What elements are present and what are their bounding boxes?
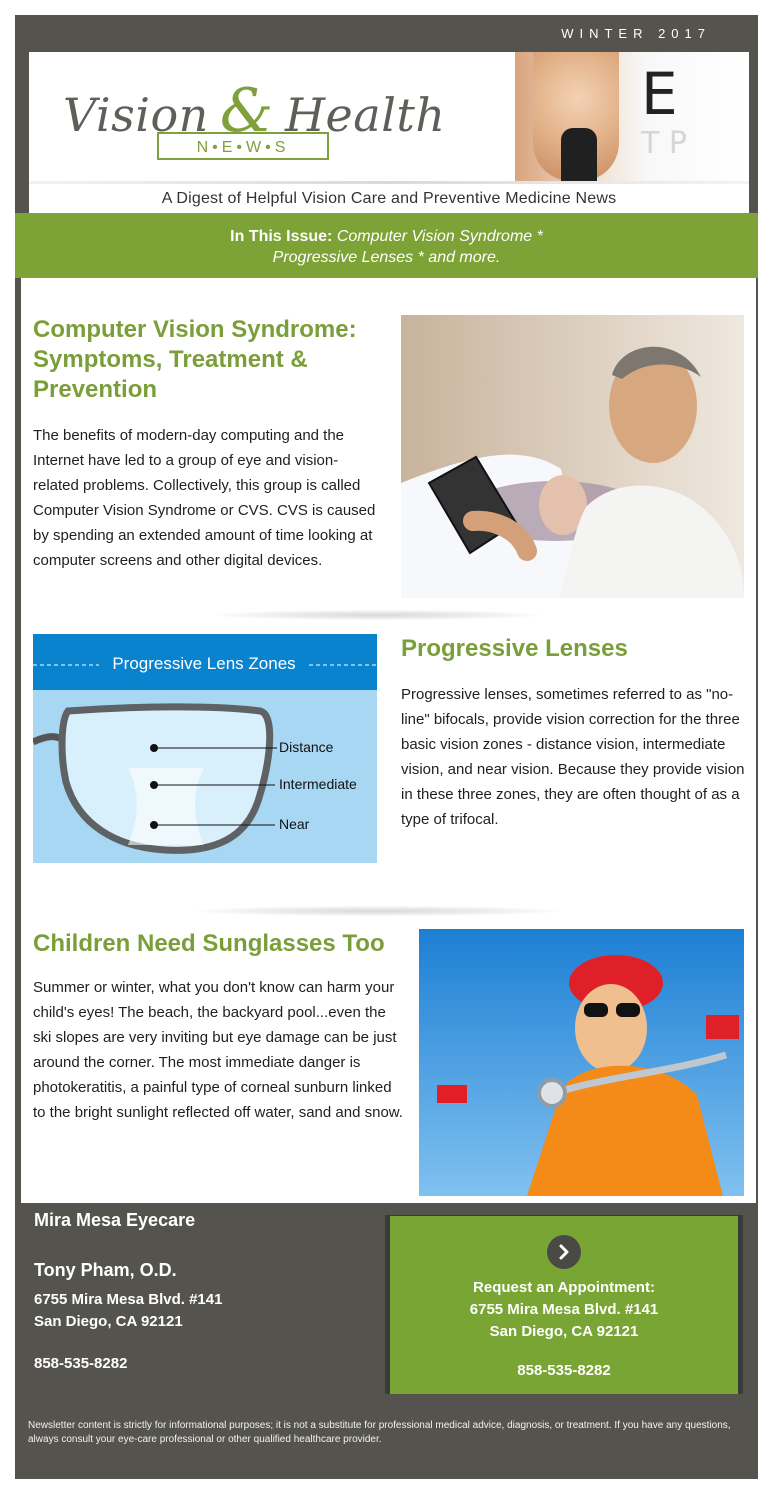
masthead-divider xyxy=(29,181,749,184)
lens-zones-diagram xyxy=(33,634,377,863)
appointment-address-2: San Diego, CA 92121 xyxy=(489,1323,639,1340)
lens-diagram-title: Progressive Lens Zones xyxy=(112,654,296,673)
logo-ampersand: & xyxy=(219,76,274,146)
lens-label-intermediate: Intermediate xyxy=(279,776,357,792)
man-reading-tablet-photo[interactable] xyxy=(401,315,744,598)
medical-disclaimer: Newsletter content is strictly for informational purposes; it is not a substitute for professional medical advice, diagnosis, or treatment. If you have any questions, always consult your eye-care professional or other qualified healthcare provider. xyxy=(28,1420,731,1445)
eye-exam-device-icon xyxy=(561,128,597,181)
request-appointment-card[interactable] xyxy=(385,1215,743,1394)
eye-chart-letters: T P xyxy=(641,126,687,161)
banner-line-2: Progressive Lenses * and more. xyxy=(272,249,501,266)
tagline: A Digest of Helpful Vision Care and Preventive Medicine News xyxy=(161,190,617,207)
practice-phone[interactable]: 858-535-8282 xyxy=(34,1355,128,1372)
lens-label-near: Near xyxy=(279,816,310,832)
article-body-progressive: Progressive lenses, sometimes referred to as "no-line" bifocals, provide vision correction for the three basic vision zones - distance vision, intermediate vision, and near vision. Because they provide vision in these three zones, they are often thought of as a type of trifocal. xyxy=(401,686,745,828)
appointment-details xyxy=(390,1277,738,1343)
article-title-sunglasses[interactable]: Children Need Sunglasses Too xyxy=(33,930,385,957)
logo-news-box: N•E•W•S xyxy=(157,132,329,160)
issue-date: WINTER 2017 xyxy=(561,26,711,41)
appointment-phone[interactable]: 858-535-8282 xyxy=(517,1362,611,1379)
article-body-cvs: The benefits of modern-day computing and the Internet have led to a group of eye and vision-related problems. Collectively, this group is called Computer Vision Syndrome or CVS. CVS is caused by spending an extended amount of time looking at computer screens and other digital devices. xyxy=(33,427,376,569)
doctor-name: Tony Pham, O.D. xyxy=(34,1260,177,1280)
practice-contact xyxy=(34,1208,374,1375)
lens-label-distance: Distance xyxy=(279,739,334,755)
article-divider xyxy=(218,610,538,620)
chevron-right-icon[interactable] xyxy=(547,1235,581,1269)
banner-label: In This Issue: xyxy=(230,228,333,245)
appointment-label: Request an Appointment: xyxy=(473,1279,655,1296)
article-divider-2 xyxy=(197,906,557,916)
masthead xyxy=(29,52,749,213)
article-body-sunglasses: Summer or winter, what you don't know can harm your child's eyes! The beach, the backyard pool...even the ski slopes are very inviting but eye damage can be just around the corner. The most immediate danger is photokeratitis, a painful type of corneal sunburn linked to the bright sunlight reflected off water, sand and snow. xyxy=(33,979,403,1121)
logo-title-left: Vision xyxy=(63,88,209,142)
banner-line-1: Computer Vision Syndrome * xyxy=(336,228,543,245)
child-cyclist-illustration xyxy=(419,929,744,1196)
issue-banner xyxy=(15,213,758,278)
child-sunglasses-photo[interactable] xyxy=(419,929,744,1196)
eye-exam-header-photo xyxy=(515,52,749,181)
chevron-right-glyph xyxy=(555,1243,573,1261)
request-appointment-button[interactable] xyxy=(390,1216,738,1394)
newsletter-logo xyxy=(29,52,515,181)
article-title-cvs[interactable]: Computer Vision Syndrome: Symptoms, Treatment & Prevention xyxy=(33,316,357,403)
address-line-1: 6755 Mira Mesa Blvd. #141 xyxy=(34,1291,223,1308)
progressive-lens-zones-diagram[interactable] xyxy=(33,634,377,863)
articles-panel xyxy=(21,278,756,1203)
logo-title-right: Health xyxy=(284,88,446,142)
man-reading-tablet-illustration xyxy=(401,315,744,598)
address-line-2: San Diego, CA 92121 xyxy=(34,1313,183,1330)
practice-name: Mira Mesa Eyecare xyxy=(34,1210,196,1230)
eye-chart-e: E xyxy=(641,60,678,128)
appointment-address-1: 6755 Mira Mesa Blvd. #141 xyxy=(469,1301,659,1318)
article-title-progressive[interactable]: Progressive Lenses xyxy=(401,635,628,662)
